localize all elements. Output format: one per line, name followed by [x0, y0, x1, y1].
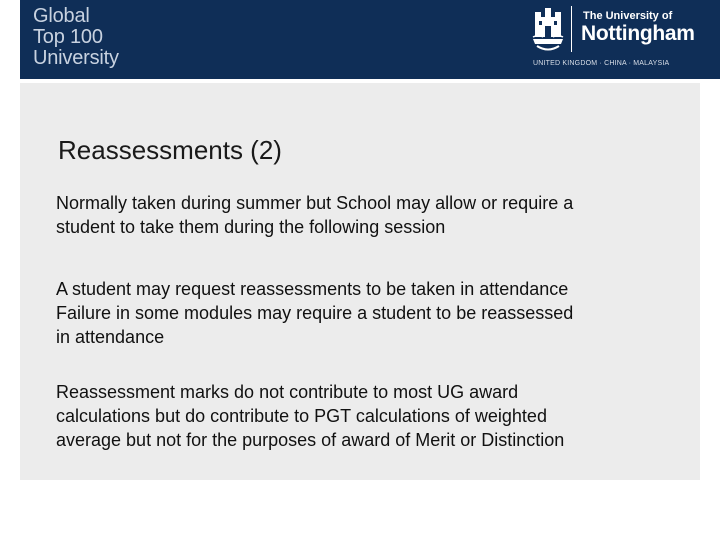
paragraph-line: student to take them during the following session: [56, 217, 446, 237]
paragraph-line: average but not for the purposes of award of Merit or Distinction: [56, 430, 565, 450]
tagline-line-2: Top 100: [33, 26, 103, 48]
slide-title: Reassessments (2): [58, 135, 282, 165]
paragraph-line: A student may request reassessments to be taken in attendance: [56, 279, 569, 299]
university-logo: [531, 4, 711, 74]
logo-divider: [571, 6, 572, 52]
castle-crest-icon: [531, 6, 565, 54]
paragraph-line: calculations but do contribute to PGT calculations of weighted: [56, 406, 547, 426]
tagline-line-1: Global: [33, 5, 90, 27]
paragraph-1: [56, 191, 686, 239]
logo-locations-text: UNITED KINGDOM · CHINA · MALAYSIA: [533, 60, 670, 67]
logo-university-of-text: The University of: [583, 10, 673, 22]
paragraph-2: [56, 277, 686, 349]
paragraph-line: Reassessment marks do not contribute to most UG award: [56, 382, 519, 402]
paragraph-3: [56, 380, 686, 452]
paragraph-line: Normally taken during summer but School may allow or require a: [56, 193, 574, 213]
paragraph-line: in attendance: [56, 327, 165, 347]
tagline-line-3: University: [33, 47, 119, 69]
logo-nottingham-text: Nottingham: [581, 22, 695, 45]
header-banner: [20, 0, 720, 79]
content-panel: [20, 83, 700, 480]
paragraph-line: Failure in some modules may require a student to be reassessed: [56, 303, 574, 323]
global-top-100-tagline: [33, 6, 119, 69]
